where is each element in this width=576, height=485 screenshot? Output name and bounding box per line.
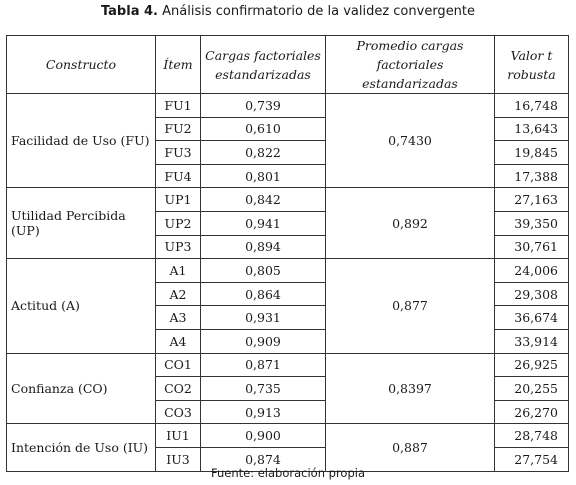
t-value-cell: 28,748 xyxy=(495,424,569,448)
t-value-cell: 19,845 xyxy=(495,141,569,165)
item-cell: UP1 xyxy=(156,188,201,212)
average-cell: 0,887 xyxy=(326,424,495,471)
average-cell: 0,7430 xyxy=(326,94,495,188)
table-body xyxy=(7,94,569,472)
item-cell: FU1 xyxy=(156,94,201,118)
loading-cell: 0,801 xyxy=(201,164,326,188)
loading-cell: 0,913 xyxy=(201,400,326,424)
header-t-line2: robusta xyxy=(507,66,556,82)
table-row xyxy=(7,188,569,212)
average-cell: 0,892 xyxy=(326,188,495,259)
header-loadings xyxy=(201,36,326,94)
construct-cell: Actitud (A) xyxy=(7,259,156,353)
header-loadings-line1: Cargas factoriales xyxy=(205,47,321,63)
item-cell: UP2 xyxy=(156,211,201,235)
header-construct: Constructo xyxy=(7,36,156,94)
item-cell: IU1 xyxy=(156,424,201,448)
table-source: Fuente: elaboración propia xyxy=(210,466,366,480)
loading-cell: 0,864 xyxy=(201,282,326,306)
t-value-cell: 13,643 xyxy=(495,117,569,141)
table-row xyxy=(7,259,569,283)
loading-cell: 0,822 xyxy=(201,141,326,165)
t-value-cell: 16,748 xyxy=(495,94,569,118)
t-value-cell: 27,754 xyxy=(495,447,569,471)
item-cell: CO2 xyxy=(156,377,201,401)
average-cell: 0,877 xyxy=(326,259,495,353)
t-value-cell: 17,388 xyxy=(495,164,569,188)
loading-cell: 0,739 xyxy=(201,94,326,118)
header-t-value xyxy=(495,36,569,94)
t-value-cell: 39,350 xyxy=(495,211,569,235)
average-cell: 0,8397 xyxy=(326,353,495,424)
loading-cell: 0,874 xyxy=(201,447,326,471)
t-value-cell: 27,163 xyxy=(495,188,569,212)
item-cell: A4 xyxy=(156,329,201,353)
loading-cell: 0,894 xyxy=(201,235,326,259)
item-cell: CO1 xyxy=(156,353,201,377)
item-cell: FU3 xyxy=(156,141,201,165)
header-loadings-line2: estandarizadas xyxy=(215,66,311,82)
table-caption xyxy=(0,4,576,19)
item-cell: UP3 xyxy=(156,235,201,259)
item-cell: IU3 xyxy=(156,447,201,471)
loading-cell: 0,610 xyxy=(201,117,326,141)
table-row xyxy=(7,353,569,377)
loading-cell: 0,805 xyxy=(201,259,326,283)
t-value-cell: 29,308 xyxy=(495,282,569,306)
t-value-cell: 26,270 xyxy=(495,400,569,424)
header-average-line1: Promedio cargas factoriales xyxy=(356,38,464,72)
item-cell: FU2 xyxy=(156,117,201,141)
t-value-cell: 20,255 xyxy=(495,377,569,401)
header-average xyxy=(326,36,495,94)
t-value-cell: 33,914 xyxy=(495,329,569,353)
header-item: Ítem xyxy=(156,36,201,94)
loading-cell: 0,735 xyxy=(201,377,326,401)
header-t-line1: Valor t xyxy=(510,47,553,63)
construct-cell: Intención de Uso (IU) xyxy=(7,424,156,471)
t-value-cell: 36,674 xyxy=(495,306,569,330)
header-average-line2: estandarizadas xyxy=(362,76,458,91)
table-row xyxy=(7,94,569,118)
caption-label: Tabla 4. xyxy=(100,4,158,19)
loading-cell: 0,871 xyxy=(201,353,326,377)
convergent-validity-table xyxy=(6,35,569,472)
loading-cell: 0,909 xyxy=(201,329,326,353)
caption-text: Análisis confirmatorio de la validez convergente xyxy=(162,4,476,19)
t-value-cell: 24,006 xyxy=(495,259,569,283)
item-cell: A2 xyxy=(156,282,201,306)
loading-cell: 0,900 xyxy=(201,424,326,448)
t-value-cell: 30,761 xyxy=(495,235,569,259)
loading-cell: 0,842 xyxy=(201,188,326,212)
item-cell: A3 xyxy=(156,306,201,330)
t-value-cell: 26,925 xyxy=(495,353,569,377)
construct-cell: Facilidad de Uso (FU) xyxy=(7,94,156,188)
header-row xyxy=(7,36,569,94)
construct-cell: Utilidad Percibida (UP) xyxy=(7,188,156,259)
item-cell: CO3 xyxy=(156,400,201,424)
item-cell: A1 xyxy=(156,259,201,283)
item-cell: FU4 xyxy=(156,164,201,188)
loading-cell: 0,931 xyxy=(201,306,326,330)
table-row xyxy=(7,424,569,448)
construct-cell: Confianza (CO) xyxy=(7,353,156,424)
loading-cell: 0,941 xyxy=(201,211,326,235)
